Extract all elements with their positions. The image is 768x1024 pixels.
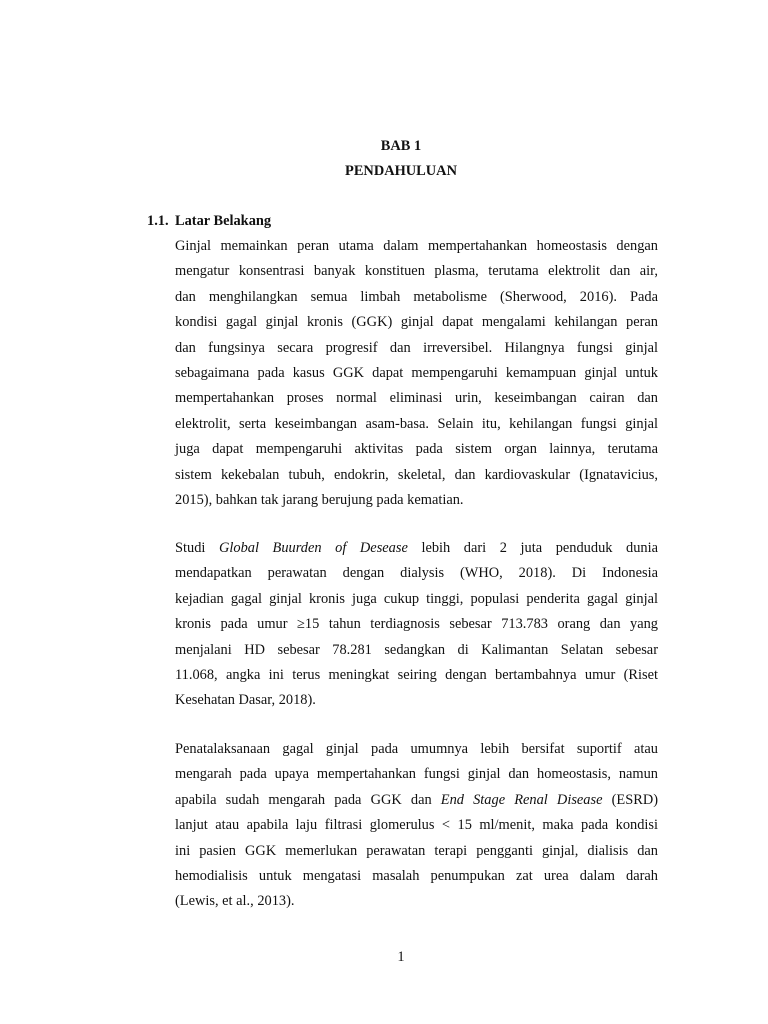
- text-line: mengarah pada upaya mempertahankan fungsi ginjal dan homeostasis, namun: [175, 766, 658, 783]
- text-run: apabila sudah mengarah pada GGK dan: [175, 791, 441, 808]
- text-line: kondisi gagal ginjal kronis (GGK) ginjal dapat mengalami kehilangan peran: [175, 314, 658, 331]
- text-line: [175, 536, 658, 561]
- text-line: 2015), bahkan tak jarang berujung pada kematian.: [175, 491, 464, 508]
- section-number: 1.1.: [147, 213, 169, 229]
- paragraph-management: [175, 737, 658, 915]
- text-line: kronis pada umur ≥15 tahun terdiagnosis sebesar 713.783 orang dan yang: [175, 616, 658, 633]
- text-line: lanjut atau apabila laju filtrasi glomerulus < 15 ml/menit, maka pada kondisi: [175, 817, 658, 834]
- paragraph-background: [175, 234, 658, 513]
- section-heading: [147, 212, 271, 230]
- section-title: Latar Belakang: [175, 213, 272, 229]
- text-line: ini pasien GGK memerlukan perawatan terapi pengganti ginjal, dialisis dan: [175, 842, 658, 859]
- text-line: mempertahankan proses normal eliminasi urin, keseimbangan cairan dan: [175, 390, 658, 407]
- text-line: [175, 788, 658, 813]
- chapter-number: BAB 1: [380, 138, 422, 154]
- text-line: 11.068, angka ini terus meningkat seiring dengan bertambahnya umur (Riset: [175, 666, 658, 683]
- text-line: Penatalaksanaan gagal ginjal pada umumnya lebih bersifat suportif atau: [175, 741, 658, 757]
- text-line: juga dapat mempengaruhi aktivitas pada sistem organ lainnya, terutama: [175, 441, 658, 458]
- italic-term: Global Buurden of Desease: [218, 540, 408, 556]
- text-run: lebih dari 2 juta penduduk dunia: [407, 540, 659, 556]
- text-line: sebagaimana pada kasus GGK dapat mempengaruhi kemampuan ginjal untuk: [175, 364, 658, 381]
- chapter-title: PENDAHULUAN: [345, 163, 457, 179]
- text-line: Kesehatan Dasar, 2018).: [175, 692, 316, 709]
- text-run: (ESRD): [602, 791, 659, 808]
- text-line: menjalani HD sebesar 78.281 sedangkan di Kalimantan Selatan sebesar: [175, 641, 658, 658]
- text-line: mengatur konsentrasi banyak konstituen plasma, terutama elektrolit dan air,: [175, 263, 658, 280]
- text-line: elektrolit, serta keseimbangan asam-basa. Selain itu, kehilangan fungsi ginjal: [175, 415, 658, 432]
- text-line: kejadian gagal ginjal kronis juga cukup tinggi, populasi penderita gagal ginjal: [175, 590, 658, 607]
- text-line: hemodialisis untuk mengatasi masalah penumpukan zat urea dalam darah: [175, 867, 658, 884]
- paragraph-global-burden: [175, 536, 658, 714]
- text-line: sistem kekebalan tubuh, endokrin, skeletal, dan kardiovaskular (Ignatavicius,: [175, 466, 658, 483]
- text-line: dan menghilangkan semua limbah metabolisme (Sherwood, 2016). Pada: [175, 288, 658, 305]
- text-run: Studi: [175, 540, 219, 556]
- text-line: Ginjal memainkan peran utama dalam mempertahankan homeostasis dengan: [175, 238, 658, 254]
- text-line: dan fungsinya secara progresif dan irreversibel. Hilangnya fungsi ginjal: [175, 339, 658, 356]
- text-line: mendapatkan perawatan dengan dialysis (WHO, 2018). Di Indonesia: [175, 565, 658, 582]
- italic-term: End Stage Renal Disease: [440, 791, 603, 808]
- page-number: 1: [397, 949, 405, 965]
- text-line: (Lewis, et al., 2013).: [175, 893, 295, 910]
